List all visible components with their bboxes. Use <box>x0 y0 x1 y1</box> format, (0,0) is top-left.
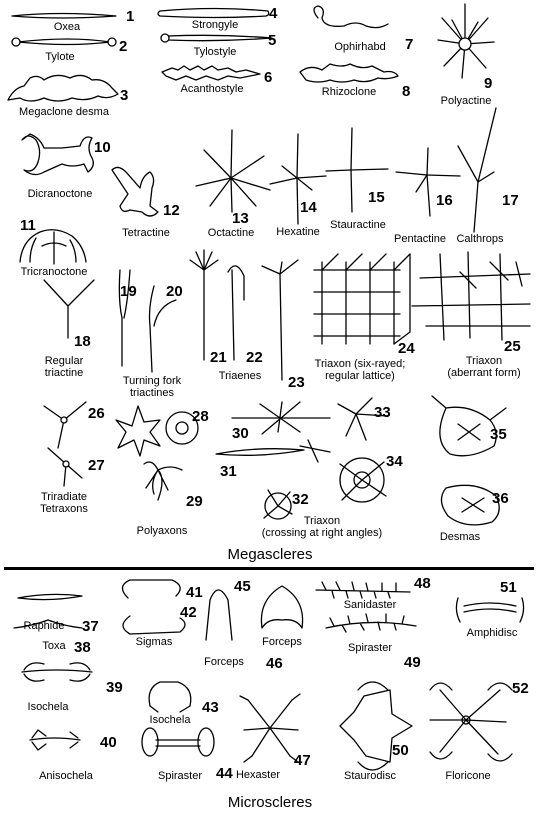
number-38: 38 <box>74 639 91 656</box>
triaxon-aberrant-spicule <box>412 252 530 340</box>
number-29: 29 <box>186 493 203 510</box>
number-13: 13 <box>232 210 249 227</box>
label-octactine: Octactine <box>207 227 255 239</box>
label-floricone: Floricone <box>445 770 491 782</box>
forceps-b-spicule <box>261 586 302 628</box>
raphide-spicule <box>18 594 82 599</box>
number-22: 22 <box>246 349 263 366</box>
floricone-spicule <box>430 683 512 761</box>
anisochela-spicule <box>30 730 80 750</box>
number-14: 14 <box>300 199 317 216</box>
number-50: 50 <box>392 742 409 759</box>
rhizoclone-spicule <box>300 64 398 82</box>
label-regular-triactine: Regular triactine <box>44 355 84 379</box>
polyaxon-spicules <box>116 406 198 500</box>
label-hexatine: Hexatine <box>276 226 320 238</box>
label-acanthostyle: Acanthostyle <box>180 83 244 95</box>
number-35: 35 <box>490 426 507 443</box>
number-39: 39 <box>106 679 123 696</box>
tylote-spicule <box>12 38 116 46</box>
octactine-spicule <box>196 130 270 212</box>
label-tricranoctone: Tricranoctone <box>20 266 88 278</box>
hexatine-spicule <box>270 134 326 224</box>
number-18: 18 <box>74 333 91 350</box>
label-triaxon-lattice: Triaxon (six-rayed; regular lattice) <box>314 358 406 382</box>
strongyle-spicule <box>158 9 269 18</box>
number-30: 30 <box>232 425 249 442</box>
number-32: 32 <box>292 491 309 508</box>
tetractine-spicule <box>112 167 158 216</box>
number-21: 21 <box>210 349 227 366</box>
number-47: 47 <box>294 752 311 769</box>
regular-triactine-spicule <box>44 280 94 338</box>
label-strongyle: Strongyle <box>191 19 239 31</box>
label-tetractine: Tetractine <box>122 227 170 239</box>
number-48: 48 <box>414 575 431 592</box>
label-sigmas: Sigmas <box>135 636 173 648</box>
label-calthrops: Calthrops <box>456 233 504 245</box>
hexaster-spicule <box>240 694 300 762</box>
spiraster-a-spicule <box>326 614 416 632</box>
sanidaster-spicule <box>316 582 410 598</box>
number-16: 16 <box>436 192 453 209</box>
number-2: 2 <box>119 38 128 55</box>
label-ophirhabd: Ophirhabd <box>334 41 386 53</box>
number-46: 46 <box>266 655 283 672</box>
number-34: 34 <box>386 453 403 470</box>
label-isochela-a: Isochela <box>27 701 69 713</box>
section-divider <box>4 567 534 570</box>
acanthostyle-spicule <box>162 66 260 80</box>
label-toxa: Toxa <box>42 640 66 652</box>
label-pentactine: Pentactine <box>394 233 446 245</box>
number-42: 42 <box>180 604 197 621</box>
label-raphide: Raphide <box>23 620 65 632</box>
number-7: 7 <box>405 36 414 53</box>
triaxon-lattice-spicule <box>314 254 410 344</box>
number-9: 9 <box>484 75 493 92</box>
label-spiraster-a: Spiraster <box>347 642 393 654</box>
number-24: 24 <box>398 340 415 357</box>
section-title-megascleres: Megascleres <box>227 546 313 563</box>
number-28: 28 <box>192 408 209 425</box>
number-5: 5 <box>268 32 277 49</box>
triaxon-rosette-spicules <box>264 458 386 519</box>
label-hexaster: Hexaster <box>235 769 281 781</box>
label-rhizoclone: Rhizoclone <box>321 86 377 98</box>
triaene-spicules <box>190 250 298 380</box>
sigma-spicules <box>122 580 185 634</box>
number-6: 6 <box>264 69 273 86</box>
label-amphidisc: Amphidisc <box>466 627 518 639</box>
label-triaenes: Triaenes <box>218 370 262 382</box>
number-51: 51 <box>500 579 517 596</box>
number-25: 25 <box>504 338 521 355</box>
number-41: 41 <box>186 584 203 601</box>
label-forceps-a: Forceps <box>204 656 244 668</box>
label-tylote: Tylote <box>45 51 75 63</box>
isochela-a-spicule <box>22 663 92 681</box>
label-triradiate-tetraxons: Triradiate Tetraxons <box>40 491 88 515</box>
label-polyactine: Polyactine <box>440 95 492 107</box>
label-anisochela: Anisochela <box>39 770 93 782</box>
label-dicranoctone: Dicranoctone <box>27 188 93 200</box>
number-40: 40 <box>100 734 117 751</box>
number-17: 17 <box>502 192 519 209</box>
isochela-b-spicule <box>149 682 191 712</box>
number-19: 19 <box>120 283 137 300</box>
label-isochela-b: Isochela <box>149 714 191 726</box>
label-forceps-b: Forceps <box>262 636 302 648</box>
ophirhabd-spicule <box>314 6 388 28</box>
oxea-spicule <box>12 14 116 19</box>
amphidisc-spicule <box>456 598 523 622</box>
number-37: 37 <box>82 618 99 635</box>
number-49: 49 <box>404 654 421 671</box>
label-desmas: Desmas <box>439 531 481 543</box>
label-staurodisc: Staurodisc <box>344 770 396 782</box>
label-oxea: Oxea <box>53 21 81 33</box>
label-spiraster-b: Spiraster <box>157 770 203 782</box>
number-4: 4 <box>269 5 278 22</box>
number-52: 52 <box>512 680 529 697</box>
label-turning-fork-triactines: Turning fork triactines <box>122 375 182 399</box>
number-3: 3 <box>120 87 129 104</box>
section-title-microscleres: Microscleres <box>227 794 313 811</box>
label-triaxon-right-angles: Triaxon (crossing at right angles) <box>261 515 383 539</box>
label-megaclone-desma: Megaclone desma <box>19 106 109 118</box>
number-1: 1 <box>126 8 135 25</box>
tylostyle-spicule <box>161 34 272 42</box>
number-12: 12 <box>163 202 180 219</box>
tricranoctone-spicule <box>20 230 86 264</box>
forceps-a-spicule <box>206 590 232 640</box>
number-10: 10 <box>94 139 111 156</box>
number-27: 27 <box>88 457 105 474</box>
polyactine-spicule <box>438 4 494 78</box>
number-15: 15 <box>368 189 385 206</box>
number-23: 23 <box>288 374 305 391</box>
number-31: 31 <box>220 463 237 480</box>
label-tylostyle: Tylostyle <box>193 46 237 58</box>
triradiate-tetraxon-spicules <box>44 402 86 486</box>
spiraster-b-spicule <box>142 728 214 756</box>
number-20: 20 <box>166 283 183 300</box>
number-11: 11 <box>20 217 36 234</box>
label-triaxon-aberrant: Triaxon (aberrant form) <box>447 355 521 379</box>
label-stauractine: Stauractine <box>330 219 386 231</box>
number-36: 36 <box>492 490 509 507</box>
number-43: 43 <box>202 699 219 716</box>
dicranoctone-spicule <box>22 134 93 175</box>
megaclone-desma-spicule <box>8 75 118 101</box>
label-polyaxons: Polyaxons <box>136 525 188 537</box>
number-8: 8 <box>402 83 411 100</box>
number-26: 26 <box>88 405 105 422</box>
number-45: 45 <box>234 578 251 595</box>
label-sanidaster: Sanidaster <box>343 599 397 611</box>
calthrops-spicule <box>458 108 496 232</box>
number-44: 44 <box>216 765 233 782</box>
number-33: 33 <box>374 404 391 421</box>
